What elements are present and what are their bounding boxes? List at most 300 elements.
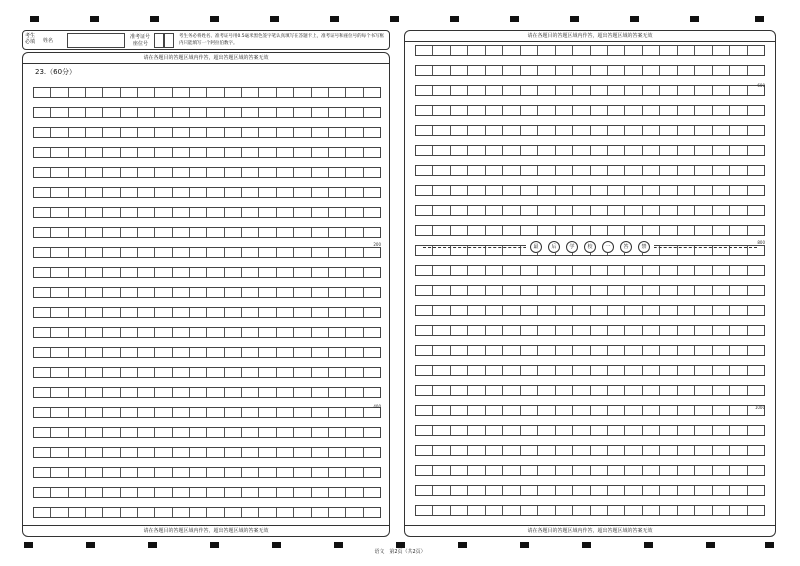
grid-cell[interactable] xyxy=(103,328,120,337)
grid-cell[interactable] xyxy=(138,508,155,517)
grid-cell[interactable] xyxy=(730,346,747,355)
grid-cell[interactable] xyxy=(86,488,103,497)
grid-cell[interactable] xyxy=(312,308,329,317)
grid-cell[interactable] xyxy=(730,326,747,335)
grid-cell[interactable] xyxy=(259,388,276,397)
grid-cell[interactable] xyxy=(643,326,660,335)
grid-cell[interactable] xyxy=(190,308,207,317)
grid-cell[interactable] xyxy=(259,128,276,137)
grid-cell[interactable] xyxy=(521,406,538,415)
grid-cell[interactable] xyxy=(608,106,625,115)
grid-cell[interactable] xyxy=(573,326,590,335)
grid-row[interactable] xyxy=(415,385,765,396)
grid-cell[interactable] xyxy=(34,468,51,477)
grid-cell[interactable] xyxy=(155,108,172,117)
grid-cell[interactable] xyxy=(86,508,103,517)
grid-cell[interactable] xyxy=(468,206,485,215)
grid-cell[interactable] xyxy=(538,66,555,75)
grid-cell[interactable] xyxy=(242,188,259,197)
grid-cell[interactable] xyxy=(416,126,433,135)
grid-cell[interactable] xyxy=(643,386,660,395)
grid-cell[interactable] xyxy=(608,426,625,435)
grid-cell[interactable] xyxy=(713,466,730,475)
grid-cell[interactable] xyxy=(468,486,485,495)
grid-cell[interactable] xyxy=(259,488,276,497)
grid-cell[interactable] xyxy=(503,366,520,375)
grid-cell[interactable] xyxy=(259,88,276,97)
grid-cell[interactable] xyxy=(190,288,207,297)
grid-cell[interactable] xyxy=(294,408,311,417)
grid-cell[interactable] xyxy=(538,486,555,495)
grid-cell[interactable] xyxy=(277,328,294,337)
grid-cell[interactable] xyxy=(190,248,207,257)
grid-cell[interactable] xyxy=(625,406,642,415)
grid-cell[interactable] xyxy=(277,288,294,297)
grid-cell[interactable] xyxy=(451,86,468,95)
grid-cell[interactable] xyxy=(748,266,764,275)
grid-cell[interactable] xyxy=(121,428,138,437)
grid-cell[interactable] xyxy=(86,148,103,157)
grid-cell[interactable] xyxy=(730,226,747,235)
grid-cell[interactable] xyxy=(329,228,346,237)
grid-cell[interactable] xyxy=(155,168,172,177)
grid-cell[interactable] xyxy=(591,286,608,295)
grid-cell[interactable] xyxy=(643,406,660,415)
grid-cell[interactable] xyxy=(573,106,590,115)
grid-cell[interactable] xyxy=(625,486,642,495)
grid-cell[interactable] xyxy=(486,426,503,435)
grid-cell[interactable] xyxy=(625,286,642,295)
grid-cell[interactable] xyxy=(748,186,764,195)
grid-cell[interactable] xyxy=(748,486,764,495)
grid-cell[interactable] xyxy=(433,66,450,75)
grid-cell[interactable] xyxy=(86,268,103,277)
grid-cell[interactable] xyxy=(713,226,730,235)
grid-cell[interactable] xyxy=(138,88,155,97)
grid-cell[interactable] xyxy=(591,346,608,355)
grid-cell[interactable] xyxy=(103,268,120,277)
grid-cell[interactable] xyxy=(538,426,555,435)
grid-cell[interactable] xyxy=(34,208,51,217)
grid-cell[interactable] xyxy=(277,408,294,417)
grid-cell[interactable] xyxy=(695,426,712,435)
grid-cell[interactable] xyxy=(556,126,573,135)
grid-cell[interactable] xyxy=(242,468,259,477)
grid-cell[interactable] xyxy=(69,128,86,137)
grid-cell[interactable] xyxy=(364,148,380,157)
grid-cell[interactable] xyxy=(538,106,555,115)
grid-cell[interactable] xyxy=(242,228,259,237)
grid-cell[interactable] xyxy=(573,226,590,235)
grid-cell[interactable] xyxy=(503,306,520,315)
grid-cell[interactable] xyxy=(259,288,276,297)
grid-cell[interactable] xyxy=(34,348,51,357)
grid-cell[interactable] xyxy=(416,426,433,435)
grid-cell[interactable] xyxy=(51,108,68,117)
grid-cell[interactable] xyxy=(69,408,86,417)
grid-row[interactable] xyxy=(415,285,765,296)
grid-cell[interactable] xyxy=(207,108,224,117)
grid-cell[interactable] xyxy=(713,386,730,395)
name-field[interactable] xyxy=(67,33,125,48)
grid-cell[interactable] xyxy=(678,306,695,315)
grid-cell[interactable] xyxy=(748,366,764,375)
grid-cell[interactable] xyxy=(103,88,120,97)
grid-row[interactable] xyxy=(415,305,765,316)
grid-cell[interactable] xyxy=(69,388,86,397)
grid-cell[interactable] xyxy=(69,428,86,437)
grid-cell[interactable] xyxy=(468,426,485,435)
grid-cell[interactable] xyxy=(433,166,450,175)
grid-cell[interactable] xyxy=(695,66,712,75)
grid-cell[interactable] xyxy=(433,326,450,335)
grid-cell[interactable] xyxy=(730,386,747,395)
grid-cell[interactable] xyxy=(625,146,642,155)
grid-cell[interactable] xyxy=(121,208,138,217)
grid-cell[interactable] xyxy=(748,66,764,75)
grid-cell[interactable] xyxy=(713,406,730,415)
grid-cell[interactable] xyxy=(346,268,363,277)
grid-cell[interactable] xyxy=(730,286,747,295)
grid-cell[interactable] xyxy=(34,268,51,277)
grid-cell[interactable] xyxy=(138,268,155,277)
grid-cell[interactable] xyxy=(312,108,329,117)
grid-cell[interactable] xyxy=(660,346,677,355)
grid-cell[interactable] xyxy=(277,88,294,97)
grid-cell[interactable] xyxy=(643,446,660,455)
grid-cell[interactable] xyxy=(538,206,555,215)
grid-cell[interactable] xyxy=(730,166,747,175)
grid-cell[interactable] xyxy=(556,426,573,435)
grid-cell[interactable] xyxy=(69,368,86,377)
grid-cell[interactable] xyxy=(678,506,695,515)
grid-cell[interactable] xyxy=(660,326,677,335)
grid-cell[interactable] xyxy=(695,366,712,375)
grid-cell[interactable] xyxy=(51,308,68,317)
grid-cell[interactable] xyxy=(416,166,433,175)
grid-cell[interactable] xyxy=(538,286,555,295)
grid-cell[interactable] xyxy=(538,86,555,95)
grid-cell[interactable] xyxy=(346,348,363,357)
composition-grid-left[interactable] xyxy=(33,87,381,527)
grid-cell[interactable] xyxy=(660,386,677,395)
grid-cell[interactable] xyxy=(573,506,590,515)
grid-cell[interactable] xyxy=(225,308,242,317)
grid-cell[interactable] xyxy=(225,468,242,477)
grid-cell[interactable] xyxy=(86,248,103,257)
grid-cell[interactable] xyxy=(155,348,172,357)
grid-cell[interactable] xyxy=(468,446,485,455)
grid-cell[interactable] xyxy=(173,448,190,457)
grid-cell[interactable] xyxy=(573,386,590,395)
grid-cell[interactable] xyxy=(51,268,68,277)
grid-cell[interactable] xyxy=(521,46,538,55)
grid-cell[interactable] xyxy=(138,348,155,357)
grid-cell[interactable] xyxy=(643,226,660,235)
grid-cell[interactable] xyxy=(678,486,695,495)
grid-cell[interactable] xyxy=(678,346,695,355)
grid-cell[interactable] xyxy=(312,208,329,217)
grid-cell[interactable] xyxy=(416,486,433,495)
grid-cell[interactable] xyxy=(329,368,346,377)
grid-cell[interactable] xyxy=(277,388,294,397)
grid-cell[interactable] xyxy=(573,366,590,375)
grid-cell[interactable] xyxy=(416,206,433,215)
grid-cell[interactable] xyxy=(643,486,660,495)
grid-cell[interactable] xyxy=(433,406,450,415)
grid-cell[interactable] xyxy=(678,146,695,155)
grid-cell[interactable] xyxy=(69,348,86,357)
grid-cell[interactable] xyxy=(312,228,329,237)
grid-cell[interactable] xyxy=(242,128,259,137)
grid-cell[interactable] xyxy=(591,206,608,215)
grid-cell[interactable] xyxy=(468,166,485,175)
grid-cell[interactable] xyxy=(468,346,485,355)
grid-cell[interactable] xyxy=(416,306,433,315)
grid-cell[interactable] xyxy=(121,228,138,237)
grid-cell[interactable] xyxy=(730,306,747,315)
grid-cell[interactable] xyxy=(103,448,120,457)
grid-cell[interactable] xyxy=(155,388,172,397)
grid-cell[interactable] xyxy=(346,408,363,417)
grid-cell[interactable] xyxy=(625,46,642,55)
grid-cell[interactable] xyxy=(451,266,468,275)
grid-cell[interactable] xyxy=(660,266,677,275)
grid-cell[interactable] xyxy=(591,326,608,335)
grid-cell[interactable] xyxy=(695,466,712,475)
grid-cell[interactable] xyxy=(207,88,224,97)
grid-cell[interactable] xyxy=(155,228,172,237)
grid-cell[interactable] xyxy=(346,108,363,117)
grid-cell[interactable] xyxy=(748,146,764,155)
grid-cell[interactable] xyxy=(51,388,68,397)
grid-cell[interactable] xyxy=(225,448,242,457)
grid-cell[interactable] xyxy=(34,88,51,97)
grid-cell[interactable] xyxy=(155,428,172,437)
grid-cell[interactable] xyxy=(713,286,730,295)
grid-cell[interactable] xyxy=(503,186,520,195)
grid-cell[interactable] xyxy=(277,308,294,317)
grid-cell[interactable] xyxy=(190,428,207,437)
grid-cell[interactable] xyxy=(121,468,138,477)
grid-row[interactable] xyxy=(33,387,381,398)
grid-cell[interactable] xyxy=(51,288,68,297)
grid-cell[interactable] xyxy=(51,188,68,197)
grid-cell[interactable] xyxy=(468,46,485,55)
grid-cell[interactable] xyxy=(538,326,555,335)
grid-cell[interactable] xyxy=(660,446,677,455)
grid-cell[interactable] xyxy=(312,368,329,377)
grid-cell[interactable] xyxy=(346,148,363,157)
grid-cell[interactable] xyxy=(329,448,346,457)
grid-cell[interactable] xyxy=(730,106,747,115)
grid-cell[interactable] xyxy=(608,386,625,395)
grid-cell[interactable] xyxy=(573,186,590,195)
grid-cell[interactable] xyxy=(138,368,155,377)
grid-cell[interactable] xyxy=(416,186,433,195)
grid-cell[interactable] xyxy=(678,406,695,415)
grid-cell[interactable] xyxy=(86,288,103,297)
grid-cell[interactable] xyxy=(625,386,642,395)
grid-row[interactable] xyxy=(33,347,381,358)
grid-cell[interactable] xyxy=(242,268,259,277)
grid-cell[interactable] xyxy=(242,148,259,157)
grid-cell[interactable] xyxy=(242,488,259,497)
grid-cell[interactable] xyxy=(521,186,538,195)
grid-cell[interactable] xyxy=(51,508,68,517)
grid-cell[interactable] xyxy=(695,146,712,155)
grid-cell[interactable] xyxy=(155,408,172,417)
grid-cell[interactable] xyxy=(713,66,730,75)
grid-cell[interactable] xyxy=(486,106,503,115)
grid-cell[interactable] xyxy=(695,226,712,235)
grid-cell[interactable] xyxy=(121,288,138,297)
grid-row[interactable] xyxy=(33,507,381,518)
grid-cell[interactable] xyxy=(277,268,294,277)
grid-cell[interactable] xyxy=(121,368,138,377)
grid-cell[interactable] xyxy=(51,488,68,497)
grid-cell[interactable] xyxy=(643,146,660,155)
grid-cell[interactable] xyxy=(486,46,503,55)
grid-cell[interactable] xyxy=(625,206,642,215)
grid-cell[interactable] xyxy=(748,426,764,435)
grid-cell[interactable] xyxy=(695,186,712,195)
grid-cell[interactable] xyxy=(433,466,450,475)
grid-cell[interactable] xyxy=(695,166,712,175)
grid-cell[interactable] xyxy=(451,166,468,175)
grid-cell[interactable] xyxy=(51,368,68,377)
grid-cell[interactable] xyxy=(713,326,730,335)
grid-cell[interactable] xyxy=(34,148,51,157)
grid-cell[interactable] xyxy=(486,386,503,395)
grid-cell[interactable] xyxy=(591,406,608,415)
grid-cell[interactable] xyxy=(173,128,190,137)
grid-cell[interactable] xyxy=(242,88,259,97)
grid-cell[interactable] xyxy=(277,168,294,177)
grid-cell[interactable] xyxy=(678,186,695,195)
grid-cell[interactable] xyxy=(51,408,68,417)
grid-row[interactable] xyxy=(33,187,381,198)
grid-cell[interactable] xyxy=(277,108,294,117)
grid-cell[interactable] xyxy=(103,468,120,477)
grid-cell[interactable] xyxy=(173,168,190,177)
grid-cell[interactable] xyxy=(416,286,433,295)
grid-cell[interactable] xyxy=(86,308,103,317)
grid-cell[interactable] xyxy=(242,288,259,297)
grid-cell[interactable] xyxy=(34,328,51,337)
grid-cell[interactable] xyxy=(608,86,625,95)
grid-cell[interactable] xyxy=(155,468,172,477)
grid-cell[interactable] xyxy=(34,488,51,497)
grid-cell[interactable] xyxy=(486,126,503,135)
grid-cell[interactable] xyxy=(468,366,485,375)
grid-cell[interactable] xyxy=(503,226,520,235)
grid-row[interactable] xyxy=(415,465,765,476)
grid-cell[interactable] xyxy=(242,248,259,257)
grid-cell[interactable] xyxy=(748,346,764,355)
grid-cell[interactable] xyxy=(451,406,468,415)
grid-cell[interactable] xyxy=(242,388,259,397)
grid-cell[interactable] xyxy=(51,468,68,477)
grid-cell[interactable] xyxy=(713,486,730,495)
grid-cell[interactable] xyxy=(660,366,677,375)
grid-cell[interactable] xyxy=(121,328,138,337)
grid-cell[interactable] xyxy=(538,146,555,155)
grid-cell[interactable] xyxy=(329,348,346,357)
grid-cell[interactable] xyxy=(225,268,242,277)
grid-cell[interactable] xyxy=(660,46,677,55)
grid-cell[interactable] xyxy=(69,308,86,317)
grid-cell[interactable] xyxy=(86,388,103,397)
grid-cell[interactable] xyxy=(346,388,363,397)
grid-cell[interactable] xyxy=(346,228,363,237)
grid-cell[interactable] xyxy=(643,466,660,475)
grid-cell[interactable] xyxy=(416,446,433,455)
grid-cell[interactable] xyxy=(346,288,363,297)
grid-cell[interactable] xyxy=(451,506,468,515)
grid-cell[interactable] xyxy=(468,86,485,95)
grid-cell[interactable] xyxy=(556,146,573,155)
grid-cell[interactable] xyxy=(451,46,468,55)
grid-cell[interactable] xyxy=(591,426,608,435)
grid-cell[interactable] xyxy=(503,166,520,175)
grid-cell[interactable] xyxy=(364,368,380,377)
grid-cell[interactable] xyxy=(678,326,695,335)
grid-cell[interactable] xyxy=(155,368,172,377)
grid-cell[interactable] xyxy=(521,506,538,515)
grid-cell[interactable] xyxy=(329,328,346,337)
grid-cell[interactable] xyxy=(312,328,329,337)
grid-cell[interactable] xyxy=(608,366,625,375)
grid-cell[interactable] xyxy=(643,186,660,195)
grid-cell[interactable] xyxy=(416,46,433,55)
grid-cell[interactable] xyxy=(625,86,642,95)
grid-cell[interactable] xyxy=(591,86,608,95)
grid-cell[interactable] xyxy=(643,66,660,75)
grid-cell[interactable] xyxy=(121,268,138,277)
grid-cell[interactable] xyxy=(591,66,608,75)
grid-cell[interactable] xyxy=(416,406,433,415)
grid-cell[interactable] xyxy=(556,466,573,475)
grid-row[interactable] xyxy=(33,327,381,338)
grid-cell[interactable] xyxy=(329,208,346,217)
grid-cell[interactable] xyxy=(364,348,380,357)
grid-cell[interactable] xyxy=(503,406,520,415)
grid-cell[interactable] xyxy=(468,466,485,475)
grid-cell[interactable] xyxy=(34,408,51,417)
grid-cell[interactable] xyxy=(103,148,120,157)
grid-cell[interactable] xyxy=(259,268,276,277)
grid-cell[interactable] xyxy=(503,466,520,475)
grid-cell[interactable] xyxy=(207,288,224,297)
grid-cell[interactable] xyxy=(190,228,207,237)
grid-cell[interactable] xyxy=(451,66,468,75)
grid-cell[interactable] xyxy=(346,468,363,477)
grid-cell[interactable] xyxy=(207,268,224,277)
grid-cell[interactable] xyxy=(591,266,608,275)
grid-cell[interactable] xyxy=(730,186,747,195)
grid-cell[interactable] xyxy=(329,108,346,117)
grid-cell[interactable] xyxy=(294,448,311,457)
grid-cell[interactable] xyxy=(207,388,224,397)
grid-cell[interactable] xyxy=(364,128,380,137)
grid-cell[interactable] xyxy=(538,346,555,355)
grid-cell[interactable] xyxy=(660,126,677,135)
grid-cell[interactable] xyxy=(556,206,573,215)
grid-cell[interactable] xyxy=(695,306,712,315)
seat-number-box[interactable] xyxy=(154,33,164,48)
grid-cell[interactable] xyxy=(294,168,311,177)
